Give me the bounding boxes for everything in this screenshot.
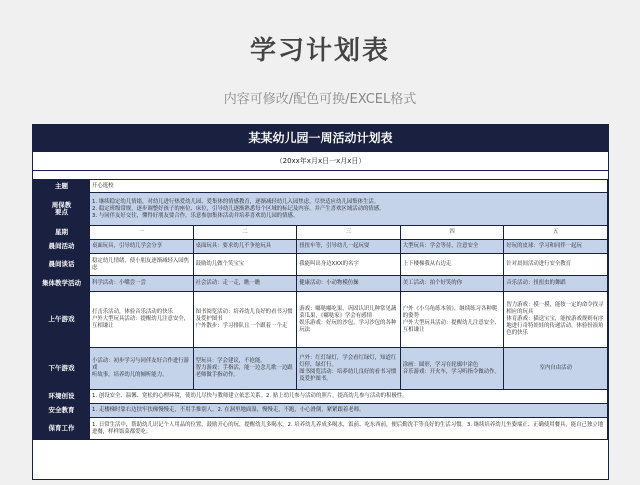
environment-label: 环境创设 [34, 390, 90, 404]
care-label: 保育工作 [34, 418, 90, 440]
table-cell: 型玩具：学会建议，不抢能。 智力游戏：手指活，能一边念儿歌一边跟老师做手指动作。 [193, 348, 297, 390]
table-cell: 图书阅览活动：培养幼儿良好的看书习惯及爱护图书 户外散步：学习排队且一个跟着一个走 [193, 292, 297, 348]
table-cell: 打击乐活动，体验音乐活动的快乐 户外大型玩具活动：提醒幼儿注意安全，互相谦让 [90, 292, 194, 348]
care-row [34, 418, 608, 440]
table-cell: 稳定幼儿情绪，使小朋友逐渐减轻入园焦虑 [90, 254, 194, 276]
table-cell: 鼓励幼儿做个笑宝宝 [193, 254, 297, 276]
table-cell: 户外：红灯绿灯，学会看红绿灯，知道红灯停，绿灯行。 图书阅览活动：培养幼儿良好的看书习惯及爱护图书。 [297, 348, 401, 390]
table-cell: 桌面玩具，引导幼儿学会分享 [90, 240, 194, 254]
table-cell: 智力游戏：摸一摸，能按一定的命令找寻相应的玩具 体育游戏：猫送宝宝，能按游戏规则有序地进行奇特娃娃的传递活动，体验扮演角色的快乐 [504, 292, 608, 348]
table-row [34, 254, 608, 276]
sheet-date-range: （20xx年x月x日一x月x日） [33, 152, 608, 171]
table-cell: 扭扭车等，引导幼儿一起玩耍 [297, 240, 401, 254]
safety-label: 安全教育 [34, 404, 90, 418]
goal-item: 3. 与同伴友好交往，懂得好朋友要合作，乐意参加集体活动并培养喜欢幼儿园的情感。 [92, 212, 299, 219]
table-cell: 小活动：初步学习与同伴友好合作进行游戏 听故事，培养幼儿的倾听能力。 [90, 348, 194, 390]
goal-item: 2. 稳定班级常规，逐步调整好孩子的座位、床位，引导幼儿逐渐熟悉每个区域的标记及内容，并产生喜欢区域活动的情感。 [92, 205, 385, 212]
day-header: 四 [400, 226, 504, 240]
goals-label-line2: 要点 [55, 208, 68, 216]
schedule-sheet [32, 124, 609, 480]
safety-value: 1. 走楼梯时靠右边扶牢扶梯慢慢走，不用手推别人。2. 在洞里地面湿，慢慢走，不跑，小心滑倒，紧紧跟着老师。 [90, 404, 608, 418]
row-label: 上午游戏 [34, 292, 90, 348]
table-cell: 大型玩具：学会等待，注意安全 [400, 240, 504, 254]
table-cell: 上下楼梯我从右边走 [400, 254, 504, 276]
goals-label [34, 193, 90, 226]
schedule-table [33, 179, 608, 440]
table-cell: 好玩的皮球：学习和同伴一起玩 [504, 240, 608, 254]
safety-row [34, 404, 608, 418]
page-title: 学习计划表 [249, 36, 390, 66]
table-cell: 游戏：嘟哒嘟吃果，巩固认识几种常见蔬菜瓜果，《嘟哒家》学会有感情 娱乐游戏：好玩的沙包，学习沙包的各种玩法 [297, 292, 401, 348]
environment-row [34, 390, 608, 404]
environment-value: 1. 创设安全、温馨、宽松的心理环境，使幼儿尽快与教师建立依恋关系。2. 贴上幼儿参与活动的照片，提高幼儿参与活动的积极性。 [90, 390, 608, 404]
table-cell: 音乐活动：扭扭虫的舞蹈 [504, 276, 608, 292]
goals-label-line1: 周保教 [51, 201, 72, 209]
day-header: 三 [297, 226, 401, 240]
theme-value: 开心逛校 [90, 180, 608, 193]
page-subtitle: 内容可修改/配色可换/EXCEL格式 [223, 92, 417, 107]
theme-label: 主题 [34, 180, 90, 193]
goal-item: 1. 继续稳定幼儿情绪，对幼儿进行热爱幼儿园、爱集体的情感教育，逐渐减轻幼儿入园焦虑，尽快适应幼儿园集体生活。 [92, 198, 380, 205]
table-cell: 室内自由活动 [504, 348, 608, 390]
table-cell: 桌面玩具：要求幼儿不争抢玩具 [193, 240, 297, 254]
day-header: 五 [504, 226, 608, 240]
care-value: 1. 日常生活中，帮助幼儿识记个人用品的位置，鼓励开心的玩，提醒幼儿多喝水。2. 培养幼儿养成多喝水，饭前、吃东西前，便后勤洗手等良好的生活习惯。3. 继续培养幼儿坐姿端正、正确使用餐具，能自己独立地进餐，样样饭菜都爱吃。 [90, 418, 608, 440]
table-cell: 美工活动：拍个好笑的你 [400, 276, 504, 292]
theme-row [34, 180, 608, 193]
days-label: 星期 [34, 226, 90, 240]
row-label: 晨间活动 [34, 240, 90, 254]
table-cell: 健康活动：小动物模仿操 [297, 276, 401, 292]
table-row [34, 348, 608, 390]
table-cell: 户外《小乌龟练本领》，继续练习各种爬的姿势 户外大型玩具活动：提醒幼儿注意安全，互相谦让 [400, 292, 504, 348]
table-cell: 我能叫出身边XXX的名字 [297, 254, 401, 276]
row-label: 集体教学活动 [34, 276, 90, 292]
table-cell: 针对晨间活动进行安全教育 [504, 254, 608, 276]
sheet-title: 某某幼儿园一周活动计划表 [33, 125, 608, 152]
table-cell: 涂画：圆形，学习在轮廓中涂色 音乐游戏：开火车，学习听指令做动作。 [400, 348, 504, 390]
table-row [34, 276, 608, 292]
row-label: 下午游戏 [34, 348, 90, 390]
goals-row [34, 193, 608, 226]
table-row [34, 240, 608, 254]
table-cell: 社会活动：走一走，瞧一瞧 [193, 276, 297, 292]
row-label: 晨间谈话 [34, 254, 90, 276]
table-row [34, 292, 608, 348]
day-header: 一 [90, 226, 194, 240]
table-cell: 科学活动：小嘴尝一尝 [90, 276, 194, 292]
goals-value [90, 193, 608, 226]
day-header: 二 [193, 226, 297, 240]
days-header-row [34, 226, 608, 240]
